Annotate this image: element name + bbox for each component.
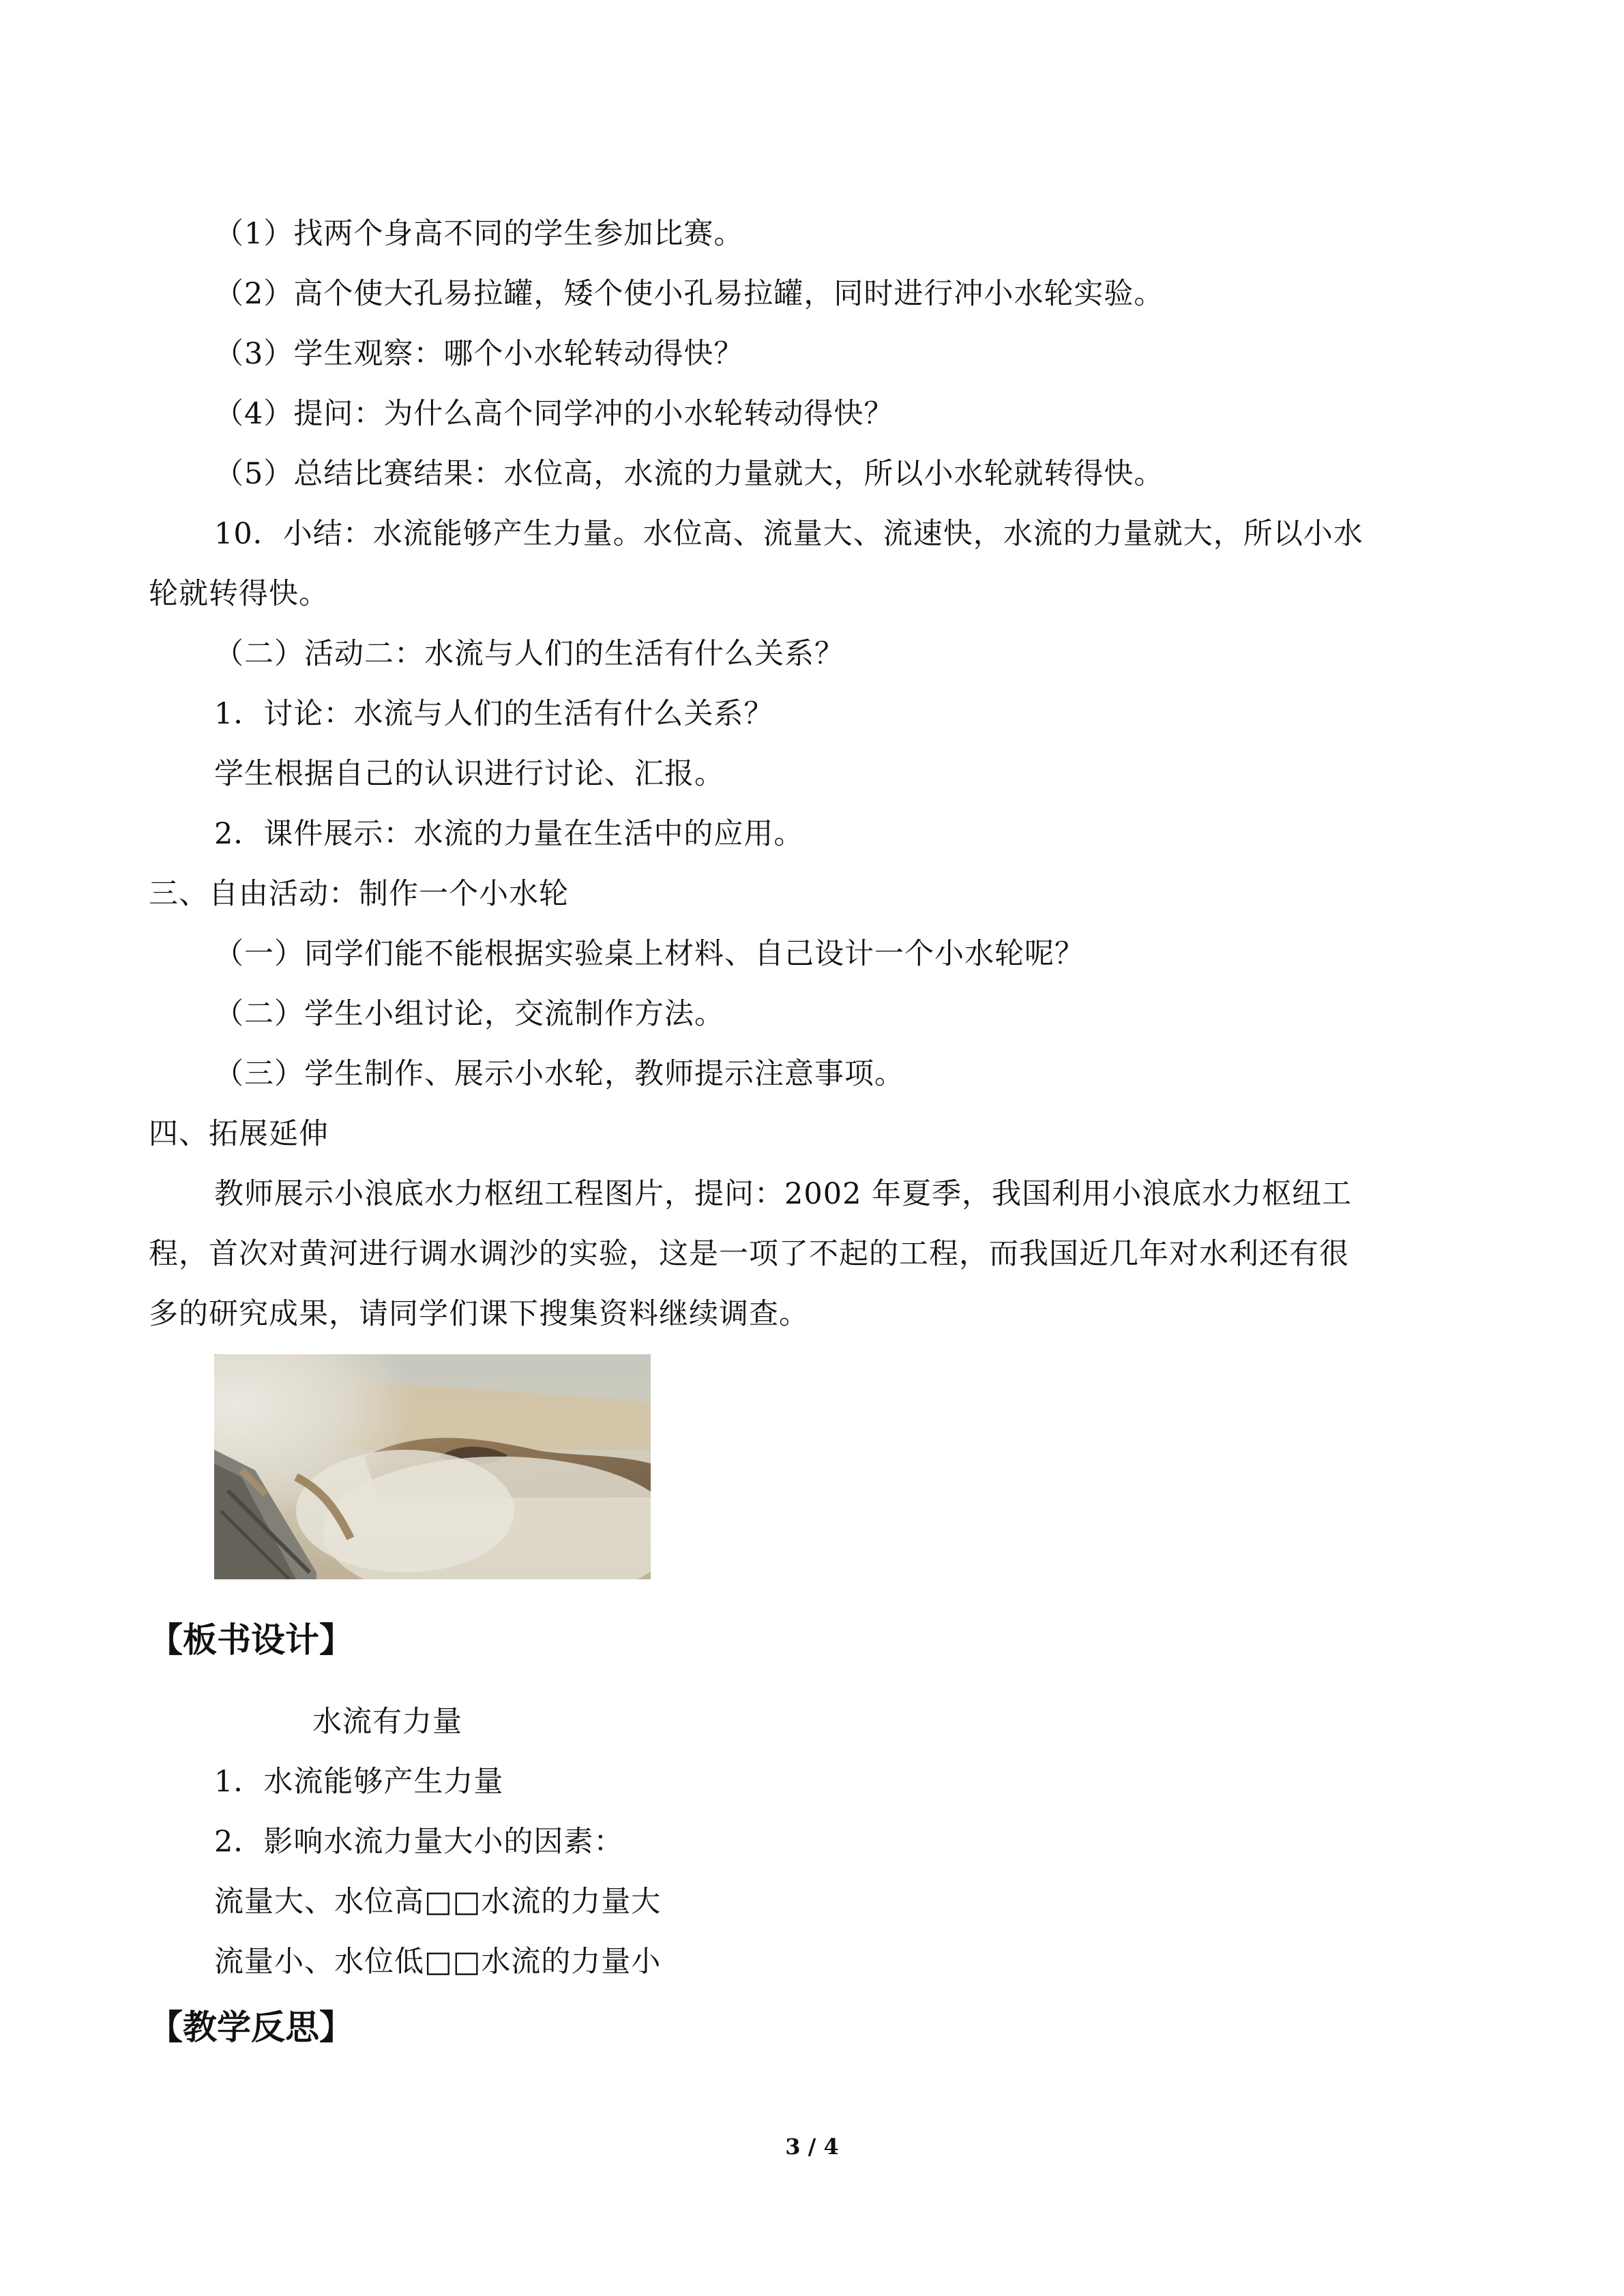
board-item-4: 流量小、水位低□□水流的力量小	[214, 1945, 662, 1979]
paragraph-extension-line-2: 程，首次对黄河进行调水调沙的实验，这是一项了不起的工程，而我国近几年对水利还有很	[149, 1237, 1349, 1271]
board-item-1: 1．水流能够产生力量	[214, 1765, 504, 1799]
paragraph-courseware: 2．课件展示：水流的力量在生活中的应用。	[214, 817, 804, 851]
section-heading-free-activity: 三、自由活动：制作一个小水轮	[149, 877, 569, 911]
paragraph-summary-line-2: 轮就转得快。	[149, 577, 329, 611]
paragraph-design-question: （一）同学们能不能根据实验桌上材料、自己设计一个小水轮呢？	[214, 937, 1084, 971]
board-item-3: 流量大、水位高□□水流的力量大	[214, 1885, 662, 1919]
paragraph-step-5: （5）总结比赛结果：水位高，水流的力量就大，所以小水轮就转得快。	[214, 457, 1164, 491]
xiaolangdi-dam-photo	[214, 1354, 651, 1579]
paragraph-step-3: （3）学生观察：哪个小水轮转动得快？	[214, 337, 744, 371]
paragraph-activity-two: （二）活动二：水流与人们的生活有什么关系？	[214, 637, 844, 671]
paragraph-make-and-show: （三）学生制作、展示小水轮，教师提示注意事项。	[214, 1057, 904, 1091]
paragraph-extension-line-3: 多的研究成果，请同学们课下搜集资料继续调查。	[149, 1297, 809, 1331]
paragraph-summary-line-1: 10．小结：水流能够产生力量。水位高、流量大、流速快，水流的力量就大，所以小水	[214, 517, 1363, 551]
paragraph-extension-line-1: 教师展示小浪底水力枢纽工程图片，提问：2002 年夏季，我国利用小浪底水力枢纽工	[214, 1177, 1353, 1211]
paragraph-step-4: （4）提问：为什么高个同学冲的小水轮转动得快？	[214, 397, 894, 431]
paragraph-student-report: 学生根据自己的认识进行讨论、汇报。	[214, 757, 724, 791]
teaching-reflection-heading: 【教学反思】	[149, 2008, 353, 2047]
paragraph-step-1: （1）找两个身高不同的学生参加比赛。	[214, 217, 744, 251]
paragraph-group-discussion: （二）学生小组讨论，交流制作方法。	[214, 997, 724, 1031]
paragraph-step-2: （2）高个使大孔易拉罐，矮个使小孔易拉罐，同时进行冲小水轮实验。	[214, 277, 1164, 311]
board-title: 水流有力量	[312, 1705, 462, 1739]
page-number: 3 / 4	[785, 2134, 839, 2160]
board-design-heading: 【板书设计】	[149, 1620, 353, 1660]
board-item-2: 2．影响水流力量大小的因素：	[214, 1825, 624, 1859]
section-heading-extension: 四、拓展延伸	[149, 1117, 329, 1151]
paragraph-discussion: 1．讨论：水流与人们的生活有什么关系？	[214, 697, 774, 731]
